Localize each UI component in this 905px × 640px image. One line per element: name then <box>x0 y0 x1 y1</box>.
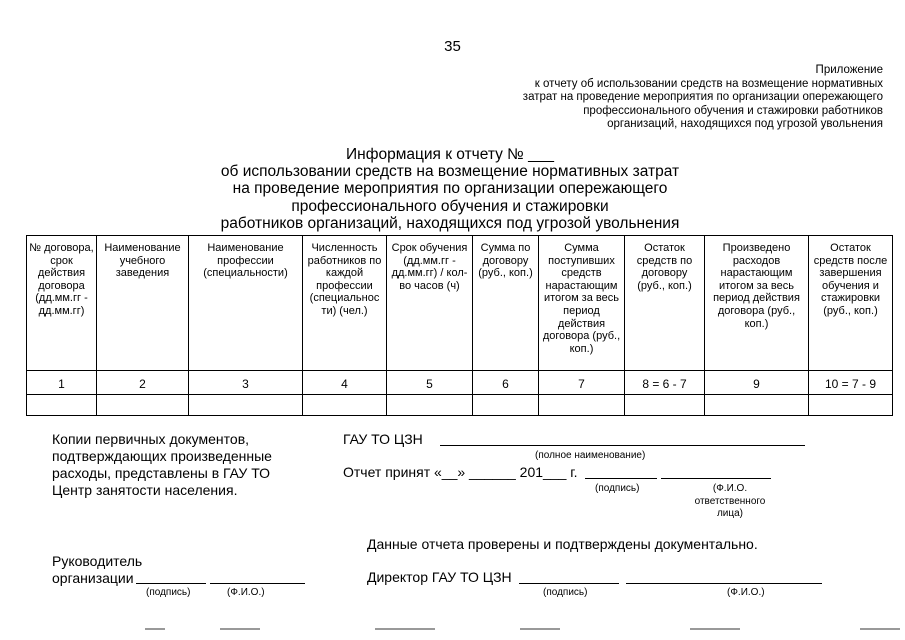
appendix-line: организаций, находящихся под угрозой увольнения <box>607 118 883 131</box>
copies-line: Центр занятости населения. <box>52 482 238 498</box>
signature-caption: (подпись) <box>595 483 640 494</box>
header-cell-expenses: Произведено расходов нарастающим итогом за весь период действия договора (руб., коп.) <box>705 236 809 371</box>
scan-artifact <box>375 628 435 630</box>
empty-cell[interactable] <box>97 395 189 416</box>
empty-cell[interactable] <box>539 395 625 416</box>
copies-note <box>52 431 272 499</box>
appendix-line: затрат на проведение мероприятия по организации опережающего <box>522 91 883 104</box>
number-cell: 1 <box>27 371 97 395</box>
accept-signature-line[interactable] <box>585 478 657 479</box>
copies-line: Копии первичных документов, <box>52 431 250 447</box>
scan-artifact <box>690 628 740 630</box>
title-line: профессионального обучения и стажировки <box>291 197 609 215</box>
number-cell: 5 <box>387 371 473 395</box>
header-cell-training-period: Срок обучения (дд.мм.гг - дд.мм.гг) / кол-во часов (ч) <box>387 236 473 371</box>
report-accepted-text: Отчет принят «__» ______ 201___ г. <box>343 464 578 480</box>
empty-cell[interactable] <box>303 395 387 416</box>
director-fio-caption: (Ф.И.О.) <box>727 587 765 598</box>
number-cell: 4 <box>303 371 387 395</box>
title-line: Информация к отчету № ___ <box>346 146 554 163</box>
page-number: 35 <box>444 38 461 55</box>
director-signature-line[interactable] <box>519 583 619 584</box>
table-header-row <box>27 236 893 371</box>
scan-artifact <box>860 628 900 630</box>
header-cell-contract-balance: Остаток средств по договору (руб., коп.) <box>625 236 705 371</box>
empty-cell[interactable] <box>189 395 303 416</box>
accept-fio-line[interactable] <box>661 478 771 479</box>
title-line: об использовании средств на возмещение нормативных затрат <box>220 163 680 181</box>
number-cell: 2 <box>97 371 189 395</box>
appendix-line: профессионального обучения и стажировки работников <box>583 104 883 117</box>
checked-statement: Данные отчета проверены и подтверждены документально. <box>367 536 758 552</box>
table-number-row <box>27 371 893 395</box>
head-signature-line[interactable] <box>136 583 206 584</box>
gau-name-line[interactable] <box>440 445 805 446</box>
head-fio-line[interactable] <box>210 583 305 584</box>
scan-artifact <box>520 628 560 630</box>
header-cell-profession: Наименование профессии (специальности) <box>189 236 303 371</box>
report-table <box>26 235 893 416</box>
full-name-caption: (полное наименование) <box>535 450 646 461</box>
director-label: Директор ГАУ ТО ЦЗН <box>367 569 512 585</box>
empty-cell[interactable] <box>705 395 809 416</box>
number-cell: 3 <box>189 371 303 395</box>
header-cell-received-sum: Сумма поступивших средств нарастающим итогом за весь период действия договора (руб., коп.) <box>539 236 625 371</box>
number-cell: 6 <box>473 371 539 395</box>
title-line: на проведение мероприятия по организации опережающего <box>232 180 668 198</box>
empty-cell[interactable] <box>625 395 705 416</box>
gau-label: ГАУ ТО ЦЗН <box>343 431 423 447</box>
empty-cell[interactable] <box>809 395 893 416</box>
number-cell: 10 = 7 - 9 <box>809 371 893 395</box>
head-of-organization-label: Руководитель организации <box>52 553 143 586</box>
empty-cell[interactable] <box>27 395 97 416</box>
table-empty-row <box>27 395 893 416</box>
copies-line: подтверждающих произведенные <box>52 448 272 464</box>
header-cell-final-balance: Остаток средств после завершения обучения и стажировки (руб., коп.) <box>809 236 893 371</box>
appendix-line: Приложение <box>815 64 883 76</box>
copies-line: расходы, представлены в ГАУ ТО <box>52 465 271 481</box>
document-title <box>160 146 740 232</box>
number-cell: 8 = 6 - 7 <box>625 371 705 395</box>
header-cell-contract-sum: Сумма по договору (руб., коп.) <box>473 236 539 371</box>
scan-artifact <box>220 628 260 630</box>
header-cell-contract: № договора, срок действия договора (дд.мм.гг - дд.мм.гг) <box>27 236 97 371</box>
title-line: работников организаций, находящихся под угрозой увольнения <box>220 214 680 232</box>
appendix-note <box>523 64 883 132</box>
head-signature-caption: (подпись) <box>146 587 191 598</box>
director-signature-caption: (подпись) <box>543 587 588 598</box>
number-cell: 7 <box>539 371 625 395</box>
header-cell-headcount: Численность работников по каждой профессии (специальнос ти) (чел.) <box>303 236 387 371</box>
fio-responsible-caption: (Ф.И.О. ответственного лица) <box>694 483 766 519</box>
scan-artifact <box>145 628 165 630</box>
director-fio-line[interactable] <box>626 583 822 584</box>
number-cell: 9 <box>705 371 809 395</box>
empty-cell[interactable] <box>387 395 473 416</box>
header-cell-institution: Наименование учебного заведения <box>97 236 189 371</box>
appendix-line: к отчету об использовании средств на возмещение нормативных <box>534 77 883 90</box>
head-fio-caption: (Ф.И.О.) <box>227 587 265 598</box>
empty-cell[interactable] <box>473 395 539 416</box>
